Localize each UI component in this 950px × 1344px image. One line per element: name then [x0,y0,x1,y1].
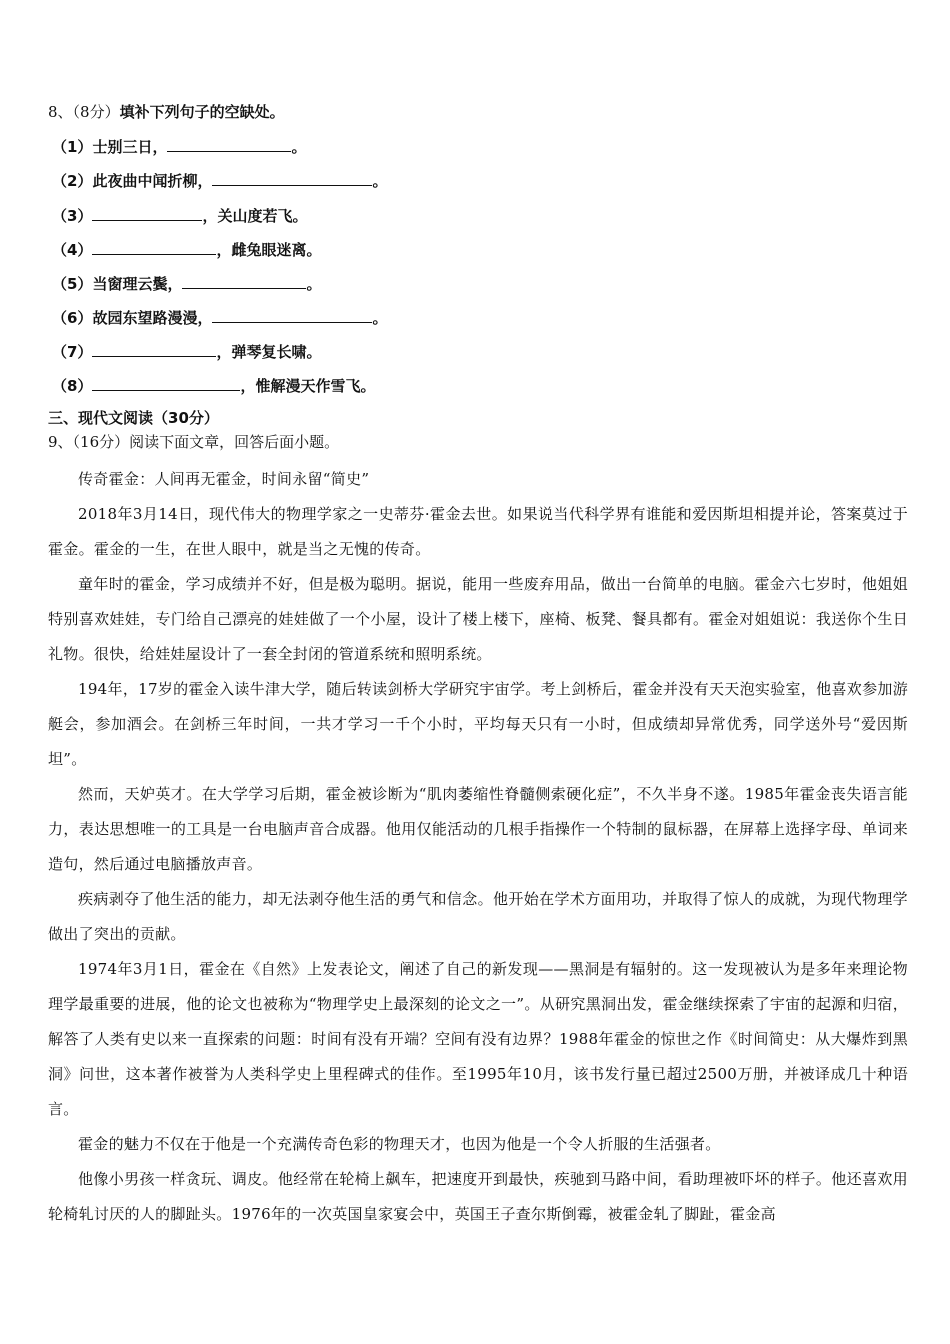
fill-item-2 [52,169,387,193]
article-title: 传奇霍金：人间再无霍金，时间永留“简史” [78,470,370,488]
item-text-after: 。 [372,172,388,190]
item-text-after: ，关山度若飞。 [202,207,308,225]
article-paragraph: 童年时的霍金，学习成绩并不好，但是极为聪明。据说，能用一些废弃用品，做出一台简单的电脑。霍金六七岁时，他姐姐特别喜欢娃娃，专门给自己漂亮的娃娃做了一个小屋，设计了楼上楼下，座椅、板凳、餐具都有。霍金对姐姐说：我送你个生日礼物。很快，给娃娃屋设计了一套全封闭的管道系统和照明系统。 [48,575,908,663]
answer-blank[interactable] [92,206,202,221]
article-paragraph: 2018年3月14日，现代伟大的物理学家之一史蒂芬·霍金去世。如果说当代科学界有谁能和爱因斯坦相提并论，答案莫过于霍金。霍金的一生，在世人眼中，就是当之无愧的传奇。 [48,505,908,558]
item-text-after: 。 [306,275,322,293]
item-label: （1） [52,138,93,156]
article-paragraph: 1974年3月1日，霍金在《自然》上发表论文，阐述了自己的新发现——黑洞是有辐射的。这一发现被认为是多年来理论物理学最重要的进展，他的论文也被称为“物理学史上最深刻的论文之一”。从研究黑洞出发，霍金继续探索了宇宙的起源和归宿，解答了人类有史以来一直探索的问题：时间有没有开端？空间有没有边界？1988年霍金的惊世之作《时间简史：从大爆炸到黑洞》问世，这本著作被誉为人类科学史上里程碑式的佳作。至1995年10月，该书发行量已超过2500万册，并被译成几十种语言。 [48,960,908,1118]
fill-item-3 [52,204,307,228]
item-label: （4） [52,241,93,259]
answer-blank[interactable] [92,376,240,391]
question-9-number: 9、 [48,433,73,451]
fill-item-7 [52,340,321,364]
item-text-before: 士别三日， [92,138,168,156]
answer-blank[interactable] [167,137,291,152]
item-text-after: 。 [291,138,307,156]
item-label: （2） [52,172,93,190]
article-paragraph: 霍金的魅力不仅在于他是一个充满传奇色彩的物理天才，也因为他是一个令人折服的生活强者。 [78,1135,721,1153]
question-9-header [48,430,339,454]
question-8-number: 8、 [48,103,73,121]
article-paragraph: 194年，17岁的霍金入读牛津大学，随后转读剑桥大学研究宇宙学。考上剑桥后，霍金并没有天天泡实验室，他喜欢参加游艇会，参加酒会。在剑桥三年时间，一共才学习一千个小时，平均每天只有一小时，但成绩却异常优秀，同学送外号“爱因斯坦”。 [48,680,908,768]
item-text-after: ，弹琴复长啸。 [216,343,322,361]
question-8-header [48,100,285,124]
fill-item-5 [52,272,321,296]
article-paragraph: 然而，天妒英才。在大学学习后期，霍金被诊断为“肌肉萎缩性脊髓侧索硬化症”，不久半身不遂。1985年霍金丧失语言能力，表达思想唯一的工具是一台电脑声音合成器。他用仅能活动的几根手指操作一个特制的鼠标器，在屏幕上选择字母、单词来造句，然后通过电脑播放声音。 [48,785,908,873]
question-8-points: （8分） [72,103,120,121]
reading-article [48,462,908,1232]
fill-item-8 [52,374,375,398]
answer-blank[interactable] [182,274,306,289]
item-label: （6） [52,309,93,327]
item-text-before: 故园东望路漫漫， [92,309,213,327]
item-text-before: 此夜曲中闻折柳， [92,172,213,190]
question-8-instruction: 填补下列句子的空缺处。 [119,103,285,121]
item-label: （8） [52,377,93,395]
item-text-after: ，雌兔眼迷离。 [216,241,322,259]
fill-item-1 [52,135,306,159]
item-text-before: 当窗理云鬓， [92,275,183,293]
item-label: （3） [52,207,93,225]
question-9-instruction: 阅读下面文章，回答后面小题。 [129,433,340,451]
answer-blank[interactable] [212,308,372,323]
question-9-points: （16分） [72,433,130,451]
answer-blank[interactable] [92,342,216,357]
answer-blank[interactable] [212,171,372,186]
item-label: （7） [52,343,93,361]
section-3-title: 三、现代文阅读（30分） [48,409,219,427]
item-label: （5） [52,275,93,293]
answer-blank[interactable] [92,240,216,255]
article-paragraph: 疾病剥夺了他生活的能力，却无法剥夺他生活的勇气和信念。他开始在学术方面用功，并取得了惊人的成就，为现代物理学做出了突出的贡献。 [48,890,908,943]
item-text-after: ，惟解漫天作雪飞。 [240,377,376,395]
article-paragraph: 他像小男孩一样贪玩、调皮。他经常在轮椅上飙车，把速度开到最快，疾驰到马路中间，看助理被吓坏的样子。他还喜欢用轮椅轧讨厌的人的脚趾头。1976年的一次英国皇家宴会中，英国王子查尔斯倒霉，被霍金轧了脚趾，霍金高 [48,1170,908,1223]
fill-item-4 [52,238,321,262]
item-text-after: 。 [372,309,388,327]
fill-item-6 [52,306,387,330]
